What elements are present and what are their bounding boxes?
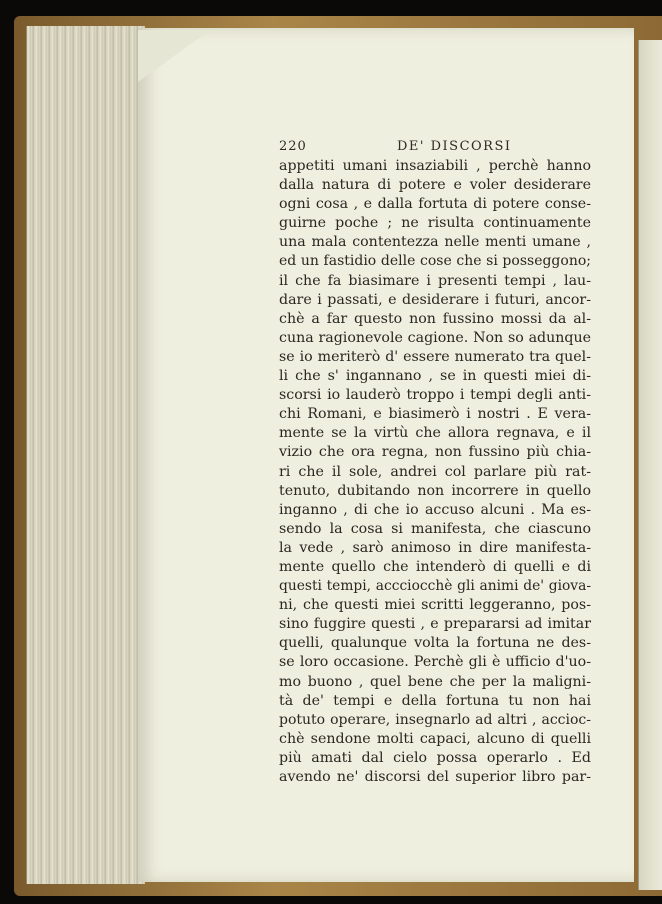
text-line: scorsi io lauderò troppo i tempi degli anti- [279,387,591,404]
text-line: guirne poche ; ne risulta continuamente [279,215,591,232]
text-line: sino fuggire questi , e prepararsi ad imitar [279,616,591,633]
text-line: chi Romani, e biasimerò i nostri . E vera- [279,406,591,423]
text-line: appetiti umani insaziabili , perchè hanno [279,158,591,174]
text-line: li che s' ingannano , se in questi miei di- [279,368,591,385]
text-line: se io meriterò d' essere numerato tra quel- [279,348,591,365]
text-line: più amati dal cielo possa operarlo . Ed [279,749,591,766]
running-title: DE' DISCORSI [397,139,512,154]
text-line: mente se la virtù che allora regnava, e il [279,425,591,442]
text-line: dalla natura di potere e voler desiderare [279,177,591,194]
text-line: mo buono , quel bene che per la maligni- [279,673,591,690]
text-line: chè a far questo non fussino mossi da al- [279,310,591,327]
text-line: dare i passati, e desiderare i futuri, ancor- [279,291,591,308]
text-line: tenuto, dubitando non incorrere in quello [279,482,591,499]
text-line: cuna ragionevole cagione. Non so adunque [279,329,591,346]
text-line: se loro occasione. Perchè gli è ufficio d'uo- [279,654,591,671]
text-line: avendo ne' discorsi del superior libro par- [279,769,591,785]
facing-page-edge [638,40,662,890]
text-line: sendo la cosa si manifesta, che ciascuno [279,520,591,537]
text-line: ni, che questi miei scritti leggeranno, pos- [279,597,591,614]
text-line: il che fa biasimare i presenti tempi , lau- [279,272,591,289]
text-line: mente quello che intenderò di quelli e di [279,558,591,575]
text-line: la vede , sarò animoso in dire manifesta- [279,539,591,556]
text-line: questi tempi, accciocchè gli animi de' giova- [279,578,591,595]
text-line: chè sendone molti capaci, alcuno di quelli [279,730,591,747]
text-line: quelli, qualunque volta la fortuna ne des- [279,635,591,652]
text-line: una mala contentezza nelle menti umane , [279,234,591,251]
text-line: ri che il sole, andrei col parlare più rat- [279,463,591,480]
page-fold [138,30,210,82]
text-line: vizio che ora regna, non fussino più chia- [279,444,591,461]
text-line: inganno , di che io accuso alcuni . Ma es- [279,501,591,518]
page-edges [26,26,145,884]
text-line: tà de' tempi e della fortuna tu non hai [279,692,591,709]
page-text [279,157,591,787]
text-line: ed un fastidio delle cose che si posseggono; [279,253,591,270]
text-line: ogni cosa , e dalla fortuta di potere conse- [279,196,591,213]
text-line: potuto operare, insegnarlo ad altri , accioc- [279,711,591,728]
page-number: 220 [279,139,307,154]
